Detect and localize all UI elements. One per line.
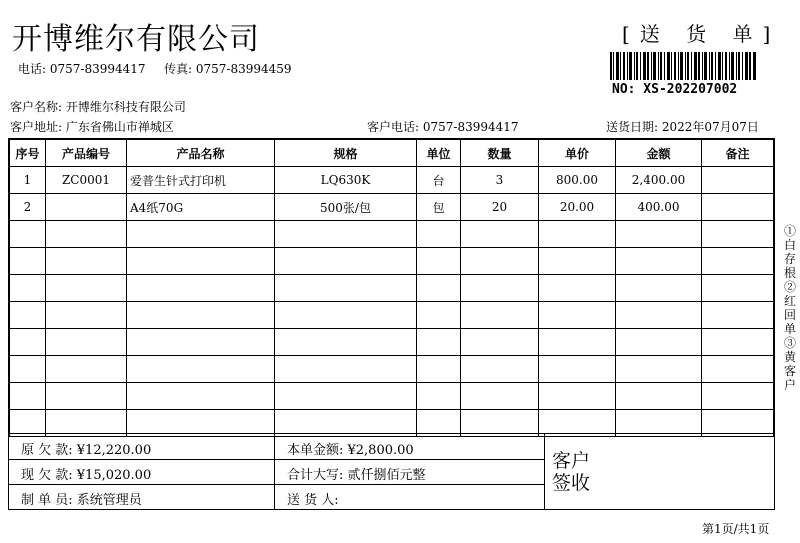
cell-remark xyxy=(702,194,774,221)
customer-signature-label: 客户 签收 xyxy=(552,450,591,494)
cell-code xyxy=(46,194,127,221)
previous-owed: 原 欠 款: ¥12,220.00 xyxy=(21,443,152,458)
col-header-seq: 序号 xyxy=(10,140,46,167)
delivery-date: 送货日期: 2022年07月07日 xyxy=(606,120,759,134)
table-row-empty xyxy=(10,302,774,329)
table-row xyxy=(10,167,774,194)
document-title: [送 货 单] xyxy=(622,22,781,46)
items-table xyxy=(8,138,775,434)
cell-amount: 400.00 xyxy=(616,194,702,221)
cell-remark xyxy=(702,167,774,194)
cell-spec: 500张/包 xyxy=(275,194,417,221)
table-row-empty xyxy=(10,221,774,248)
barcode xyxy=(610,52,756,80)
cell-price: 20.00 xyxy=(539,194,616,221)
order-amount: 本单金额: ¥2,800.00 xyxy=(287,443,414,458)
col-header-qty: 数量 xyxy=(461,140,539,167)
cell-name: A4纸70G xyxy=(127,194,275,221)
col-header-unit: 单位 xyxy=(417,140,461,167)
cell-price: 800.00 xyxy=(539,167,616,194)
company-name: 开博维尔有限公司 xyxy=(12,22,260,57)
cell-qty: 20 xyxy=(461,194,539,221)
cell-unit: 台 xyxy=(417,167,461,194)
cell-seq: 1 xyxy=(10,167,46,194)
customer-name: 客户名称: 开博维尔科技有限公司 xyxy=(10,100,186,114)
col-header-amount: 金额 xyxy=(616,140,702,167)
col-header-remark: 备注 xyxy=(702,140,774,167)
table-row-empty xyxy=(10,410,774,437)
cell-seq: 2 xyxy=(10,194,46,221)
col-header-spec: 规格 xyxy=(275,140,417,167)
copy-distribution-note: ①白 存根 ②红 回单 ③黄 客户 xyxy=(783,224,796,392)
document-maker: 制 单 员: 系统管理员 xyxy=(21,493,142,508)
table-row-empty xyxy=(10,356,774,383)
table-row-empty xyxy=(10,383,774,410)
total-uppercase: 合计大写: 贰仟捌佰元整 xyxy=(287,468,426,483)
current-owed: 现 欠 款: ¥15,020.00 xyxy=(21,468,152,483)
table-row-empty xyxy=(10,248,774,275)
col-header-name: 产品名称 xyxy=(127,140,275,167)
table-row-empty xyxy=(10,275,774,302)
company-fax: 传真: 0757-83994459 xyxy=(164,62,292,76)
customer-address: 客户地址: 广东省佛山市禅城区 xyxy=(10,120,174,134)
col-header-price: 单价 xyxy=(539,140,616,167)
col-header-code: 产品编号 xyxy=(46,140,127,167)
table-header-row xyxy=(10,140,774,167)
cell-name: 爱普生针式打印机 xyxy=(127,167,275,194)
table-row-empty xyxy=(10,329,774,356)
company-phone: 电话: 0757-83994417 xyxy=(18,62,146,76)
cell-qty: 3 xyxy=(461,167,539,194)
delivery-person: 送 货 人: xyxy=(287,493,339,508)
cell-unit: 包 xyxy=(417,194,461,221)
table-row xyxy=(10,194,774,221)
cell-amount: 2,400.00 xyxy=(616,167,702,194)
cell-code: ZC0001 xyxy=(46,167,127,194)
totals-footer xyxy=(8,434,775,510)
document-number: NO: XS-202207002 xyxy=(612,82,738,97)
customer-phone: 客户电话: 0757-83994417 xyxy=(367,120,519,134)
cell-spec: LQ630K xyxy=(275,167,417,194)
page-info: 第1页/共1页 xyxy=(702,522,770,536)
